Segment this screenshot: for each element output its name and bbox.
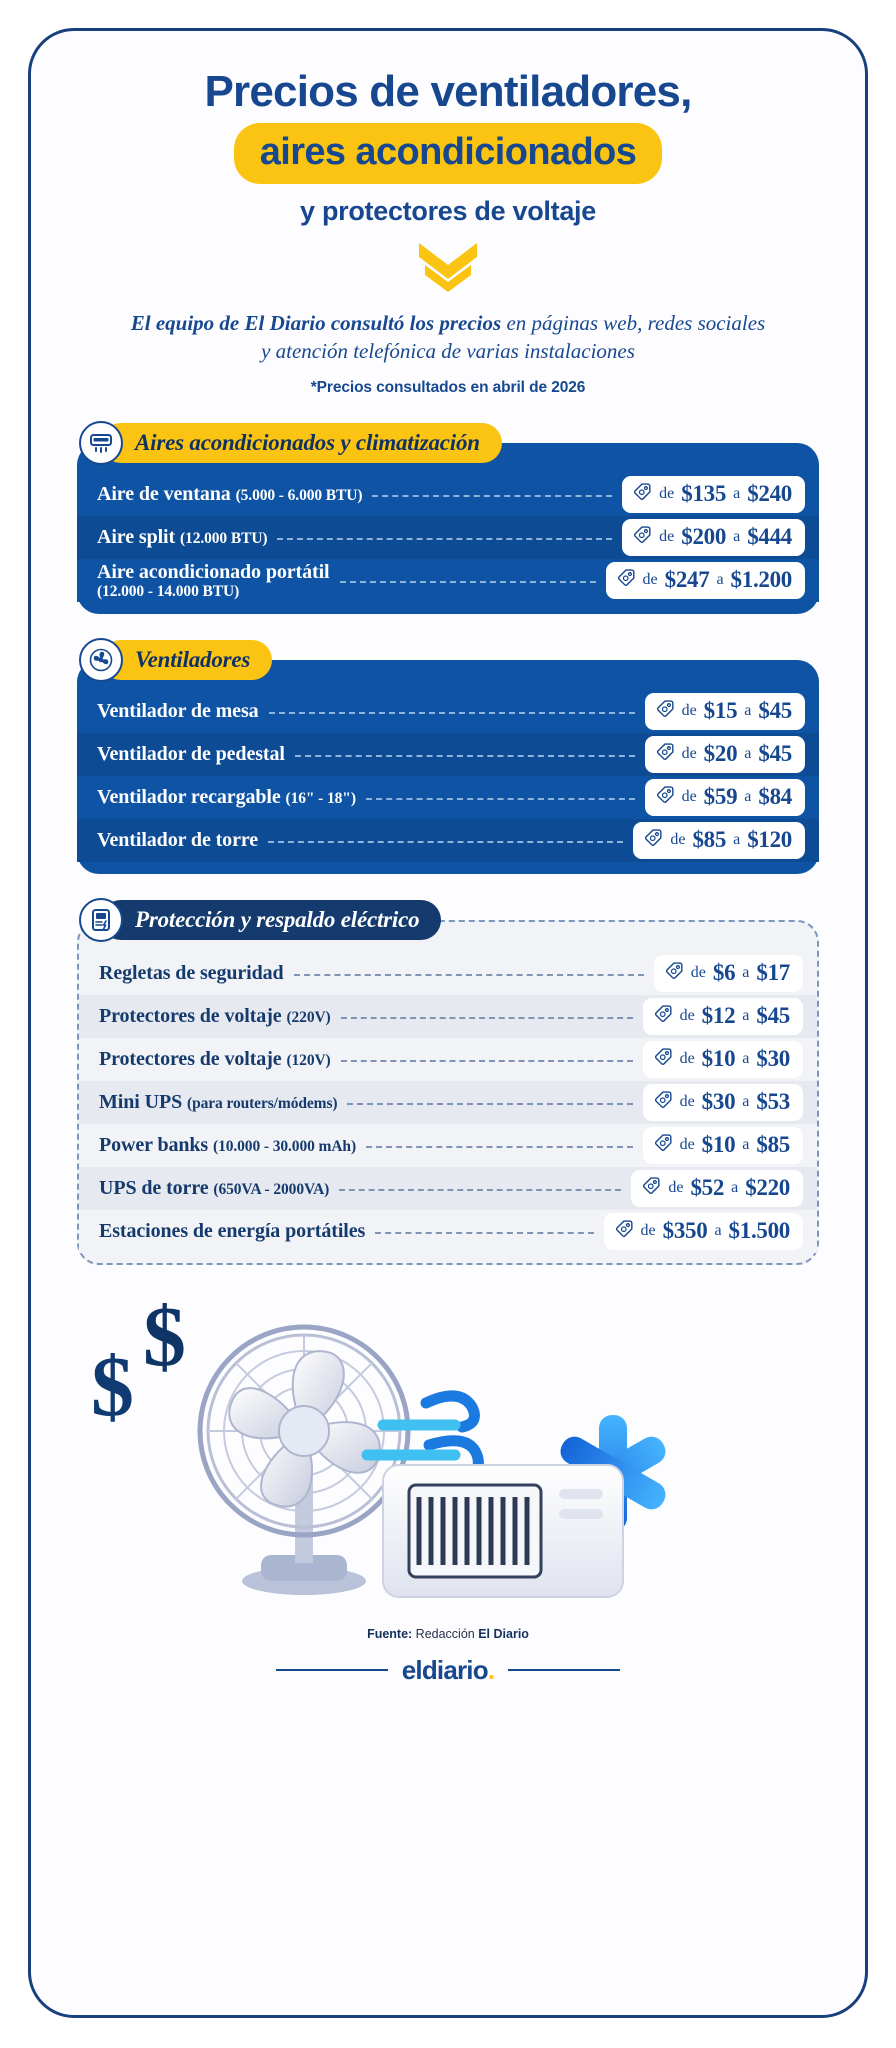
table-row (79, 995, 817, 1038)
brand-logo (31, 1655, 865, 1686)
section-aires (77, 423, 819, 614)
price-pill (645, 736, 805, 773)
price-tag-icon (656, 699, 675, 723)
section-title: Ventiladores (135, 646, 251, 672)
logo-rule-left (276, 1669, 388, 1671)
leader-dots (375, 1232, 593, 1234)
price-max: $1.500 (728, 1217, 790, 1243)
price-min: $135 (681, 480, 727, 506)
price-de-label: de (690, 963, 706, 981)
svg-text:$: $ (91, 1337, 134, 1434)
price-a-label: a (742, 1049, 750, 1067)
price-max: $17 (756, 959, 790, 985)
electric-fan-illustration (200, 1327, 408, 1595)
leader-dots (339, 1189, 621, 1191)
price-tag-icon (654, 1047, 673, 1071)
price-pill (606, 562, 805, 599)
price-a-label: a (744, 701, 752, 719)
illustration (31, 1295, 865, 1625)
price-de-label: de (679, 1006, 695, 1024)
portable-ac-illustration (383, 1465, 623, 1597)
price-pill (622, 519, 805, 556)
row-label (97, 526, 267, 549)
price-a-label: a (742, 1135, 750, 1153)
row-label-sub: (16" - 18") (285, 789, 356, 807)
price-min: $200 (681, 523, 727, 549)
price-pill (643, 1041, 803, 1078)
price-de-label: de (681, 744, 697, 762)
table-row (77, 819, 819, 862)
price-a-label: a (742, 963, 750, 981)
section-body-aires (77, 443, 819, 614)
row-label-main: Ventilador de torre (97, 828, 259, 851)
price-a-label: a (744, 787, 752, 805)
price-pill (622, 476, 805, 513)
price-pill (654, 955, 803, 992)
row-label (99, 1048, 331, 1071)
price-max: $120 (747, 826, 792, 852)
row-label-sub: (220V) (286, 1008, 331, 1026)
row-label-main: Protectores de voltaje (99, 1004, 282, 1027)
price-de-label: de (659, 527, 675, 545)
table-row (77, 690, 819, 733)
price-pill (643, 998, 803, 1035)
price-tag-icon (654, 1004, 673, 1028)
row-label (99, 962, 284, 985)
price-min: $12 (701, 1002, 736, 1028)
row-label (99, 1091, 337, 1114)
row-label (97, 561, 330, 601)
section-title: Aires acondicionados y climatización (135, 429, 480, 455)
price-pill (604, 1213, 803, 1250)
row-label-main: Aire acondicionado portátil (97, 560, 330, 583)
row-label-main: Ventilador de mesa (97, 699, 259, 722)
row-label-sub: (para routers/módems) (187, 1094, 338, 1112)
price-min: $52 (690, 1174, 725, 1200)
double-chevron-down-icon (77, 239, 819, 293)
source-value: Redacción (412, 1626, 479, 1641)
price-de-label: de (668, 1178, 684, 1196)
price-a-label: a (742, 1092, 750, 1110)
row-label-main: UPS de torre (99, 1176, 209, 1199)
table-row (79, 1124, 817, 1167)
row-label-sub: (10.000 - 30.000 mAh) (213, 1137, 357, 1155)
price-pill (643, 1084, 803, 1121)
table-row (77, 473, 819, 516)
row-label-main: Power banks (99, 1133, 209, 1156)
sections-container (31, 423, 865, 1291)
price-tag-icon (615, 1219, 634, 1243)
price-min: $20 (703, 740, 738, 766)
section-proteccion (77, 900, 819, 1265)
intro-text (128, 309, 768, 365)
price-min: $85 (692, 826, 727, 852)
leader-dots (366, 798, 635, 800)
logo-rule-right (508, 1669, 620, 1671)
price-tag-icon (633, 482, 652, 506)
price-pill (645, 693, 805, 730)
price-a-label: a (716, 570, 724, 588)
price-min: $15 (703, 697, 738, 723)
header (31, 31, 865, 397)
table-row (77, 733, 819, 776)
row-label-main: Aire de ventana (97, 482, 231, 505)
price-a-label: a (731, 1178, 739, 1196)
price-tag-icon (633, 525, 652, 549)
leader-dots (366, 1146, 633, 1148)
air-conditioner-icon (79, 421, 123, 465)
price-de-label: de (670, 830, 686, 848)
price-de-label: de (679, 1135, 695, 1153)
logo-dot: . (487, 1654, 495, 1685)
table-row (77, 516, 819, 559)
price-max: $45 (758, 740, 792, 766)
price-pill (643, 1127, 803, 1164)
section-header-ventiladores (101, 640, 272, 680)
row-label-main: Mini UPS (99, 1090, 183, 1113)
leader-dots (341, 1060, 633, 1062)
row-label-main: Estaciones de energía portátiles (99, 1219, 366, 1242)
section-body-proteccion (77, 920, 819, 1265)
price-max: $1.200 (730, 566, 792, 592)
fan-icon (79, 638, 123, 682)
price-tag-icon (644, 828, 663, 852)
price-tag-icon (654, 1090, 673, 1114)
row-label (99, 1134, 356, 1157)
price-tag-icon (656, 742, 675, 766)
row-label (97, 786, 356, 809)
leader-dots (268, 841, 623, 843)
price-a-label: a (733, 527, 741, 545)
price-max: $444 (747, 523, 792, 549)
price-de-label: de (679, 1049, 695, 1067)
section-header-proteccion (101, 900, 441, 940)
price-max: $30 (756, 1045, 790, 1071)
leader-dots (269, 712, 635, 714)
row-label-main: Aire split (97, 525, 176, 548)
price-a-label: a (744, 744, 752, 762)
page-title-line3: y protectores de voltaje (300, 195, 596, 226)
price-de-label: de (640, 1221, 656, 1239)
source-label: Fuente: (367, 1626, 413, 1641)
table-row (79, 1210, 817, 1253)
price-pill (645, 779, 805, 816)
section-header-aires (101, 423, 502, 463)
dollar-sign-icon (91, 1338, 134, 1434)
section-ventiladores (77, 640, 819, 874)
price-pill (631, 1170, 803, 1207)
row-label (99, 1220, 365, 1243)
price-max: $240 (747, 480, 792, 506)
table-row (79, 1167, 817, 1210)
price-a-label: a (733, 830, 741, 848)
price-tag-icon (656, 785, 675, 809)
price-a-label: a (714, 1221, 722, 1239)
table-row (77, 776, 819, 819)
row-label-sub: (650VA - 2000VA) (213, 1180, 330, 1198)
price-max: $220 (745, 1174, 790, 1200)
source-line (31, 1627, 865, 1641)
table-row (79, 1081, 817, 1124)
row-label (97, 483, 362, 506)
price-max: $45 (758, 697, 792, 723)
leader-dots (372, 495, 612, 497)
intro-bold: El equipo de El Diario consultó los precios (130, 310, 502, 335)
leader-dots (347, 1103, 632, 1105)
row-label-sub: (120V) (286, 1051, 331, 1069)
leader-dots (341, 1017, 633, 1019)
price-de-label: de (681, 701, 697, 719)
section-body-ventiladores (77, 660, 819, 874)
price-de-label: de (659, 484, 675, 502)
price-max: $53 (756, 1088, 790, 1114)
price-min: $247 (664, 566, 710, 592)
row-label (97, 829, 258, 852)
row-label-main: Ventilador de pedestal (97, 742, 285, 765)
svg-text:$: $ (143, 1294, 186, 1384)
price-min: $6 (712, 959, 736, 985)
row-label (97, 700, 259, 723)
page-title-line2-wrap (77, 123, 819, 184)
row-label-main: Ventilador recargable (97, 785, 281, 808)
price-tag-icon (617, 568, 636, 592)
logo-text (402, 1655, 495, 1686)
table-row (79, 1038, 817, 1081)
note-text: *Precios consultados en abril de 2026 (310, 378, 586, 396)
dollar-sign-icon (143, 1295, 186, 1384)
price-min: $350 (662, 1217, 708, 1243)
price-min: $10 (701, 1045, 736, 1071)
intro-rest: en páginas web, redes sociales y atención telefónica de varias instalaciones (261, 310, 766, 363)
price-a-label: a (742, 1006, 750, 1024)
row-label (97, 743, 285, 766)
logo-word: eldiario (401, 1654, 488, 1685)
price-tag-icon (654, 1133, 673, 1157)
table-row (79, 952, 817, 995)
leader-dots (294, 974, 644, 976)
price-tag-icon (642, 1176, 661, 1200)
page-title-line1: Precios de ventiladores, (204, 67, 692, 116)
leader-dots (295, 755, 635, 757)
row-label-main: Regletas de seguridad (99, 961, 284, 984)
row-label-sub: (12.000 - 14.000 BTU) (97, 582, 240, 600)
infographic-card (28, 28, 868, 2018)
price-a-label: a (733, 484, 741, 502)
leader-dots (340, 581, 596, 583)
price-max: $84 (758, 783, 792, 809)
price-pill (633, 822, 805, 859)
row-label-sub: (12.000 BTU) (179, 529, 268, 547)
section-title: Protección y respaldo eléctrico (135, 906, 420, 932)
ups-battery-icon (79, 898, 123, 942)
row-label (99, 1005, 331, 1028)
price-max: $85 (756, 1131, 790, 1157)
price-min: $59 (703, 783, 738, 809)
page-title-line2-highlight: aires acondicionados (234, 123, 663, 184)
price-de-label: de (642, 570, 658, 588)
price-de-label: de (679, 1092, 695, 1110)
price-min: $30 (701, 1088, 736, 1114)
leader-dots (277, 538, 612, 540)
source-brand: El Diario (478, 1626, 529, 1641)
price-tag-icon (665, 961, 684, 985)
table-row (77, 559, 819, 602)
price-de-label: de (681, 787, 697, 805)
row-label-main: Protectores de voltaje (99, 1047, 282, 1070)
price-min: $10 (701, 1131, 736, 1157)
price-max: $45 (756, 1002, 790, 1028)
row-label-sub: (5.000 - 6.000 BTU) (235, 486, 363, 504)
row-label (99, 1177, 329, 1200)
